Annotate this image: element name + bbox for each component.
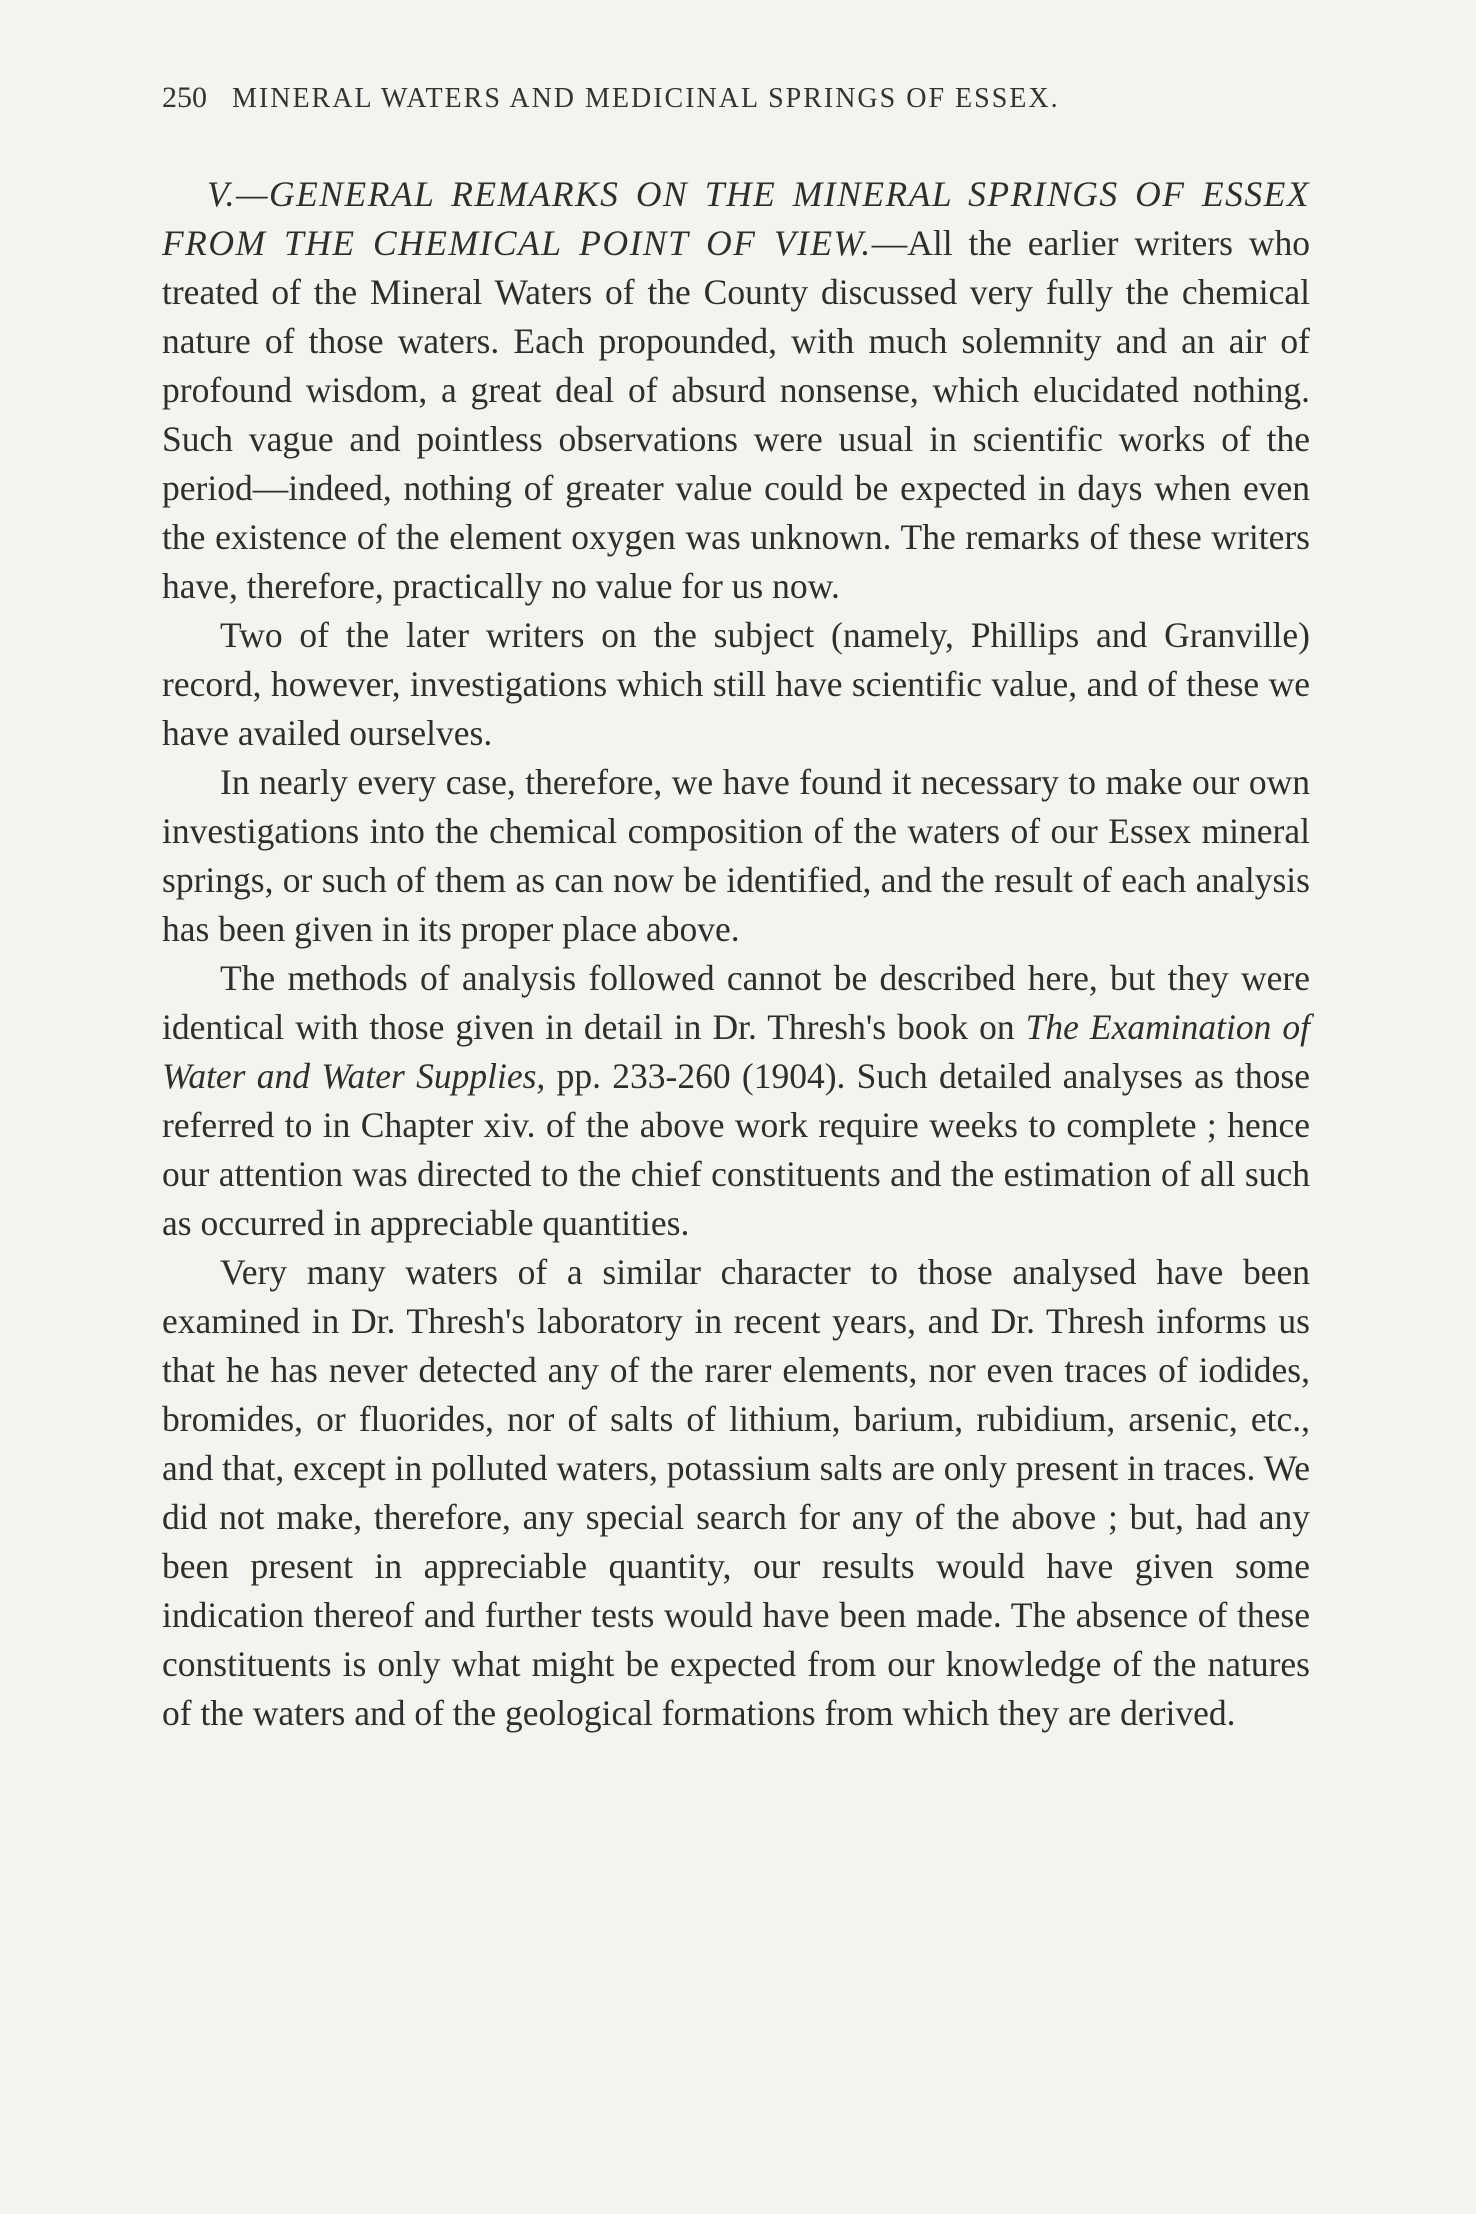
section-paragraph (162, 170, 1310, 611)
paragraph-2: Two of the later writers on the subject (namely, Phillips and Granville) record, however, investigations which still have scientific value, and of these we have availed ourselves. (162, 615, 1310, 753)
paragraph-1-text: —All the earlier writers who treated of the Mineral Waters of the County discussed very fully the chemical nature of those waters. Each propounded, with much solemnity and an air of profound wisdom, a great deal of absurd nonsense, which elucidated nothing. Such vague and pointless observations were usual in scientific works of the period—indeed, nothing of greater value could be expected in days when even the existence of the element oxygen was unknown. The remarks of these writers have, therefore, practically no value for us now. (162, 223, 1310, 606)
page-number: 250 (162, 81, 207, 114)
book-title: The Examination of Water and Water Supplies, (162, 1007, 1310, 1096)
paragraph-4 (162, 954, 1310, 1248)
paragraph-4-text-after: pp. 233-260 (1904). Such detailed analyses as those referred to in Chapter xiv. of the above work require weeks to complete ; hence our attention was directed to the chief constituents and the estimation of all such as occurred in appreciable quantities. (162, 1056, 1310, 1243)
body-text (162, 170, 1310, 1738)
section-heading: V.—GENERAL REMARKS ON THE MINERAL (207, 174, 954, 214)
running-title: MINERAL WATERS AND MEDICINAL SPRINGS OF ESSEX. (232, 83, 1060, 114)
section-heading-continuation: SPRINGS OF ESSEX FROM THE CHEMICAL POINT OF VIEW. (162, 174, 1311, 263)
book-page (162, 68, 1310, 2128)
paragraph-4-text-before: The methods of analysis followed cannot be described here, but they were identical with those given in detail in Dr. Thresh's book on (162, 958, 1310, 1047)
running-head (162, 68, 1310, 128)
paragraph-3: In nearly every case, therefore, we have found it necessary to make our own investigations into the chemical composition of the waters of our Essex mineral springs, or such of them as can now be identified, and the result of each analysis has been given in its proper place above. (162, 762, 1310, 949)
paragraph-5: Very many waters of a similar character to those analysed have been examined in Dr. Thresh's laboratory in recent years, and Dr. Thresh informs us that he has never detected any of the rarer elements, nor even traces of iodides, bromides, or fluorides, nor of salts of lithium, barium, rubidium, arsenic, etc., and that, except in polluted waters, potassium salts are only present in traces. We did not make, therefore, any special search for any of the above ; but, had any been present in appreciable quantity, our results would have given some indication thereof and further tests would have been made. The absence of these constituents is only what might be expected from our knowledge of the natures of the waters and of the geological formations from which they are derived. (162, 1252, 1310, 1733)
